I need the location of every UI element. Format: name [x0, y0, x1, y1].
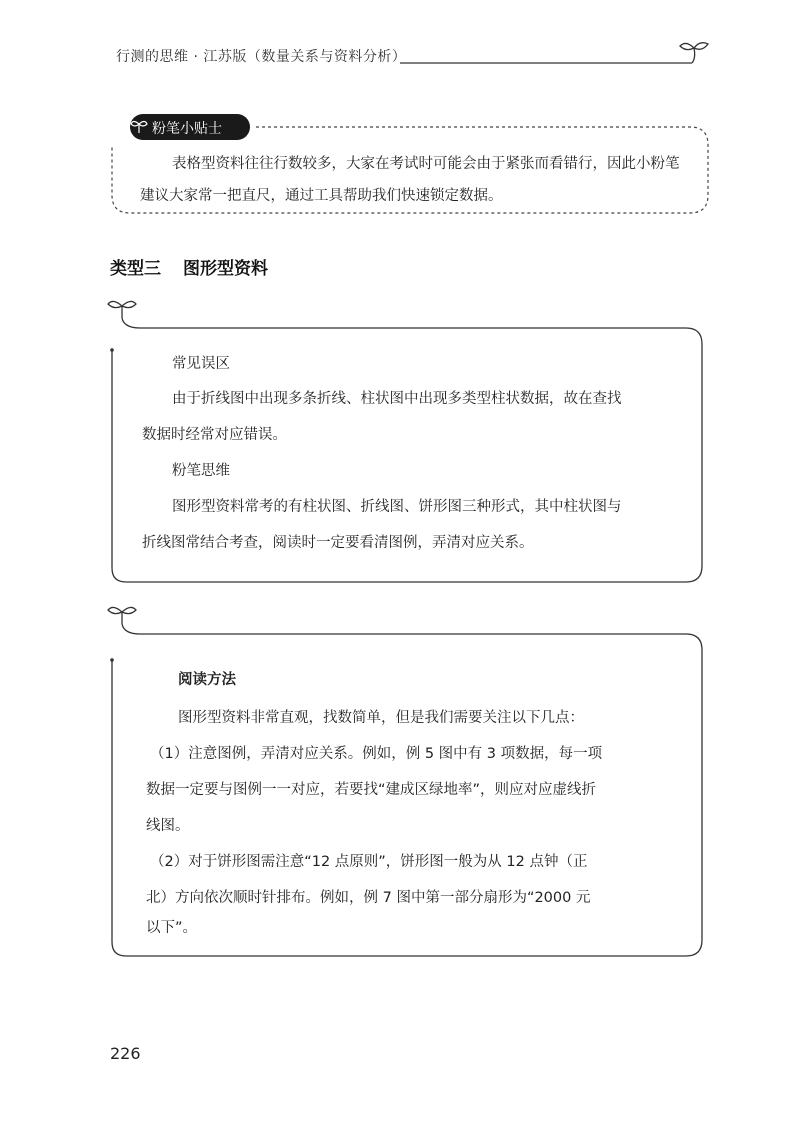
box1-heading-mistakes: 常见误区 — [172, 356, 230, 372]
section-title — [110, 254, 290, 279]
box2-frame-dot — [110, 658, 114, 662]
tip-text: 表格型资料往往行数较多，大家在考试时可能会由于紧张而看错行，因此小粉笔建议大家常一把直尺，通过工具帮助我们快速锁定数据。 — [140, 156, 680, 204]
box1-para1-line2: 数据时经常对应错误。 — [142, 427, 287, 443]
box2-p2-line3: 以下”。 — [146, 920, 198, 936]
box2-intro: 图形型资料非常直观，找数简单，但是我们需要关注以下几点： — [178, 710, 584, 726]
header-sprout-icon — [680, 43, 708, 63]
box2-p1-line1: （1）注意图例，弄清对应关系。例如，例 5 图中有 3 项数据，每一项 — [150, 746, 603, 762]
box1-para2-line1: 图形型资料常考的有柱状图、折线图、饼形图三种形式，其中柱状图与 — [172, 499, 622, 515]
box1-frame-dot — [110, 348, 114, 352]
page-number: 226 — [110, 1044, 141, 1063]
running-header: 行测的思维 · 江苏版（数量关系与资料分析） — [116, 49, 407, 65]
box2-p1-line2: 数据一定要与图例一一对应，若要找“建成区绿地率”，则应对应虚线折 — [146, 782, 597, 798]
section-number: 类型三 — [110, 259, 161, 279]
tip-label: 粉笔小贴士 — [152, 121, 222, 137]
box2-sprout-icon — [108, 607, 136, 624]
box1-sprout-icon — [108, 301, 136, 318]
box1-para1-line1: 由于折线图中出现多条折线、柱状图中出现多类型柱状数据，故在查找 — [172, 391, 622, 407]
box2-p2-line2: 北）方向依次顺时针排布。例如，例 7 图中第一部分扇形为“2000 元 — [146, 890, 591, 906]
box2-p2-line1: （2）对于饼形图需注意“12 点原则”，饼形图一般为从 12 点钟（正 — [150, 854, 588, 870]
box1-heading-thinking: 粉笔思维 — [172, 463, 230, 479]
box1-para2-line2: 折线图常结合考查，阅读时一定要看清图例，弄清对应关系。 — [142, 535, 534, 551]
box2-heading: 阅读方法 — [178, 672, 236, 688]
section-heading: 图形型资料 — [183, 259, 268, 279]
box2-p1-line3: 线图。 — [146, 818, 190, 834]
